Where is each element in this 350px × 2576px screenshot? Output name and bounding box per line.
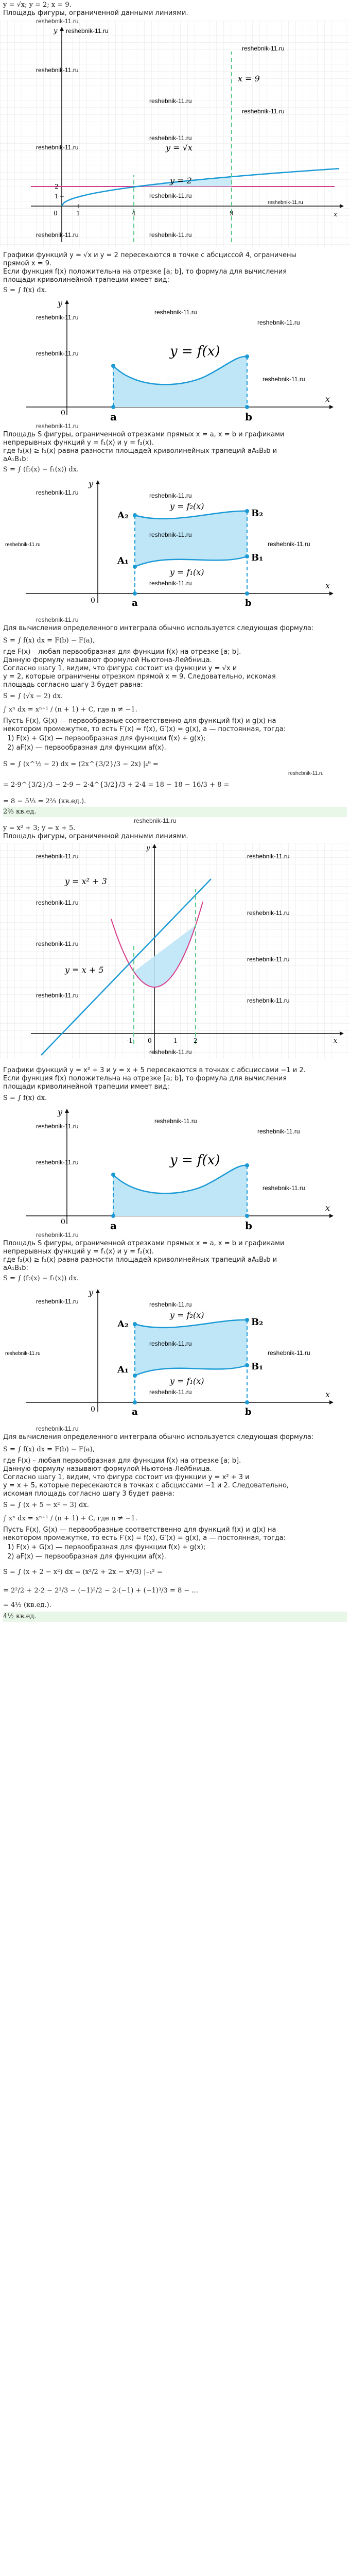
label-a: a — [110, 411, 117, 423]
svg-text:A₂: A₂ — [117, 510, 129, 521]
tick-4: 4 — [132, 210, 136, 217]
paragraph: aA₁B₁b: — [3, 1264, 28, 1272]
shaded-region — [135, 511, 247, 567]
formula: ∫ xⁿ dx = xⁿ⁺¹ / (n + 1) + C, где n ≠ −1. — [3, 1515, 137, 1522]
svg-text:y: y — [58, 298, 63, 308]
paragraph: непрерывных функций y = f₁(x) и y = f₂(x). — [3, 1248, 154, 1256]
x-label: x — [334, 211, 338, 218]
tick-9: 9 — [230, 210, 234, 217]
watermark: reshebnik-11.ru — [36, 616, 79, 623]
formula: S = ∫ f(x) dx = F(b) − F(a), — [3, 1446, 95, 1453]
watermark: reshebnik-11.ru — [149, 231, 192, 239]
graph-sqrt-x — [0, 21, 350, 247]
svg-text:0: 0 — [61, 409, 65, 417]
svg-text:reshebnik-11.ru: reshebnik-11.ru — [262, 376, 305, 383]
formula: S = ∫ (f₂(x) − f₁(x)) dx. — [3, 466, 79, 473]
svg-text:x: x — [325, 581, 330, 590]
svg-text:reshebnik-11.ru: reshebnik-11.ru — [36, 940, 79, 947]
svg-text:reshebnik-11.ru: reshebnik-11.ru — [36, 489, 79, 496]
label-sqrt: y = √x — [166, 143, 192, 152]
paragraph: Графики функций y = x² + 3 и y = x + 5 пересекаются в точках с абсциссами −1 и 2. — [3, 1066, 306, 1074]
watermark: reshebnik-11.ru — [242, 45, 285, 52]
svg-text:reshebnik-11.ru: reshebnik-11.ru — [5, 542, 41, 548]
paragraph: некотором промежутке, то есть F′(x) = f(x), G′(x) = g(x), a — постоянная, тогда: — [3, 1534, 286, 1542]
svg-text:reshebnik-11.ru: reshebnik-11.ru — [149, 1048, 192, 1056]
svg-text:b: b — [245, 1219, 252, 1232]
svg-text:reshebnik-11.ru: reshebnik-11.ru — [149, 1340, 192, 1347]
paragraph: aA₁B₁b: — [3, 455, 28, 463]
svg-text:B₁: B₁ — [251, 1361, 264, 1372]
formula: S = ∫ (x + 2 − x²) dx = (x²/2 + 2x − x³/3) |₋₁² = — [3, 1568, 163, 1576]
svg-text:reshebnik-11.ru: reshebnik-11.ru — [36, 853, 79, 860]
svg-text:0: 0 — [61, 1218, 65, 1226]
answer: 2⅔ кв.ед. — [3, 807, 347, 817]
watermark: reshebnik-11.ru — [36, 1425, 79, 1432]
paragraph: Площадь S фигуры, ограниченной отрезками прямых x = a, x = b и графиками — [3, 1240, 285, 1247]
svg-text:reshebnik-11.ru: reshebnik-11.ru — [36, 1123, 79, 1130]
formula: S = ∫ (x^½ − 2) dx = (2x^{3/2}/3 − 2x) |₄⁹ = — [3, 760, 159, 768]
formula: S = ∫ f(x) dx. — [3, 286, 47, 294]
paragraph: Данную формулу называют формулой Ньютона-Лейбница. — [3, 1465, 212, 1473]
paragraph: 1) F(x) + G(x) — первообразная для функции f(x) + g(x); — [7, 1544, 206, 1551]
paragraph: где F(x) – любая первообразная для функции f(x) на отрезке [a; b]. — [3, 648, 241, 656]
watermark: reshebnik-11.ru — [242, 108, 285, 115]
svg-text:reshebnik-11.ru: reshebnik-11.ru — [247, 853, 290, 860]
watermark: reshebnik-11.ru — [149, 97, 192, 105]
watermark: reshebnik-11.ru — [36, 422, 79, 430]
formula: = 2²/2 + 2·2 − 2³/3 − (−1)²/2 − 2·(−1) + (−1)³/3 = 8 − ... — [3, 1587, 198, 1595]
problem-task: Площадь фигуры, ограниченной данными линиями. — [3, 833, 188, 840]
svg-text:x: x — [325, 1203, 330, 1213]
paragraph: Пусть F(x), G(x) — первообразные соответственно для функций f(x) и g(x) на — [3, 717, 276, 725]
formula: = 2·9^{3/2}/3 − 2·9 − 2·4^{3/2}/3 + 2·4 = 18 − 18 − 16/3 + 8 = — [3, 781, 230, 789]
svg-text:b: b — [245, 1406, 252, 1417]
formula: S = ∫ (x + 5 − x² − 3) dx. — [3, 1501, 89, 1509]
svg-text:y: y — [146, 844, 150, 852]
watermark: reshebnik-11.ru — [36, 144, 79, 151]
paragraph: Если функция f(x) положительна на отрезке [a; b], то формула для вычисления — [3, 268, 287, 276]
watermark: reshebnik-11.ru — [36, 66, 79, 74]
svg-text:B₂: B₂ — [251, 508, 264, 519]
watermark: reshebnik-11.ru — [149, 192, 192, 199]
problem-header: y = √x; y = 2; x = 9. — [3, 1, 72, 9]
paragraph: площади криволинейной трапеции имеет вид: — [3, 1083, 170, 1091]
svg-text:y = x + 5: y = x + 5 — [65, 965, 104, 975]
svg-text:a: a — [110, 1219, 117, 1232]
svg-text:y = f₂(x): y = f₂(x) — [170, 501, 204, 511]
svg-text:y = f₁(x): y = f₁(x) — [170, 1376, 204, 1386]
graph-between-curves — [0, 479, 350, 613]
paragraph: y = 2, которые ограничены отрезком прямой x = 9. Следовательно, искомая — [3, 673, 276, 681]
watermark: reshebnik-11.ru — [134, 817, 177, 824]
label-y2: y = 2 — [170, 176, 192, 185]
svg-text:-1: -1 — [127, 1037, 133, 1044]
label-fx: y = f(x) — [170, 344, 220, 359]
svg-text:reshebnik-11.ru: reshebnik-11.ru — [36, 350, 79, 357]
problem-header: y = x² + 3; y = x + 5. — [3, 824, 76, 832]
svg-text:reshebnik-11.ru: reshebnik-11.ru — [247, 997, 290, 1004]
label-x9: x = 9 — [238, 74, 260, 83]
svg-text:2: 2 — [194, 1037, 198, 1044]
paragraph: Пусть F(x), G(x) — первообразные соответственно для функций f(x) и g(x) на — [3, 1526, 276, 1534]
svg-text:B₂: B₂ — [251, 1317, 264, 1328]
svg-text:x: x — [325, 394, 330, 404]
paragraph: 1) F(x) + G(x) — первообразная для функции f(x) + g(x); — [7, 735, 206, 742]
formula: ∫ xⁿ dx = xⁿ⁺¹ / (n + 1) + C, где n ≠ −1. — [3, 706, 137, 714]
svg-text:a: a — [132, 1406, 138, 1417]
svg-text:a: a — [132, 598, 138, 608]
watermark: reshebnik-11.ru — [149, 134, 192, 142]
tick-0: 0 — [54, 210, 58, 217]
graph-parabola-line — [0, 843, 350, 1059]
paragraph: y = x + 5, которые пересекаются в точках с абсциссами −1 и 2. Следовательно, — [3, 1482, 289, 1489]
svg-text:reshebnik-11.ru: reshebnik-11.ru — [268, 1349, 310, 1357]
tick-y2: 2 — [55, 183, 59, 190]
svg-text:A₂: A₂ — [117, 1319, 129, 1330]
svg-text:x: x — [325, 1389, 330, 1399]
svg-text:reshebnik-11.ru: reshebnik-11.ru — [36, 314, 79, 321]
svg-text:reshebnik-11.ru: reshebnik-11.ru — [257, 319, 300, 326]
formula: S = ∫ (√x − 2) dx. — [3, 692, 63, 700]
svg-text:y = f(x): y = f(x) — [170, 1153, 220, 1168]
svg-text:reshebnik-11.ru: reshebnik-11.ru — [154, 309, 197, 316]
graph-area-fx — [0, 1107, 350, 1232]
paragraph: площади криволинейной трапеции имеет вид: — [3, 276, 170, 284]
formula: S = ∫ f(x) dx. — [3, 1094, 47, 1102]
svg-text:0: 0 — [91, 597, 95, 605]
svg-text:x: x — [334, 1037, 338, 1045]
svg-text:y = x² + 3: y = x² + 3 — [65, 876, 107, 886]
svg-text:reshebnik-11.ru: reshebnik-11.ru — [36, 1298, 79, 1305]
svg-text:reshebnik-11.ru: reshebnik-11.ru — [154, 1117, 197, 1125]
watermark: reshebnik-11.ru — [66, 27, 109, 35]
svg-text:reshebnik-11.ru: reshebnik-11.ru — [247, 956, 290, 963]
watermark: reshebnik-11.ru — [288, 771, 324, 776]
paragraph: Данную формулу называют формулой Ньютона-Лейбница. — [3, 656, 212, 664]
svg-text:B₁: B₁ — [251, 552, 264, 563]
svg-text:reshebnik-11.ru: reshebnik-11.ru — [149, 1301, 192, 1308]
paragraph: площадь согласно шагу 3 будет равна: — [3, 681, 143, 689]
y-label: y — [54, 27, 58, 35]
paragraph: Согласно шагу 1, видим, что фигура состоит из функции y = √x и — [3, 665, 237, 672]
svg-text:b: b — [245, 598, 252, 608]
paragraph: Согласно шагу 1, видим, что фигура состоит из функции y = x² + 3 и — [3, 1473, 250, 1481]
svg-text:reshebnik-11.ru: reshebnik-11.ru — [36, 1159, 79, 1166]
paragraph: где f₂(x) ≥ f₁(x) равна разности площадей криволинейных трапеций aA₂B₂b и — [3, 1256, 277, 1264]
svg-text:reshebnik-11.ru: reshebnik-11.ru — [149, 1388, 192, 1396]
paragraph: непрерывных функций y = f₁(x) и y = f₂(x). — [3, 439, 154, 447]
svg-text:reshebnik-11.ru: reshebnik-11.ru — [262, 1184, 305, 1192]
paragraph: прямой x = 9. — [3, 260, 52, 267]
svg-text:reshebnik-11.ru: reshebnik-11.ru — [149, 531, 192, 538]
svg-text:y = f₂(x): y = f₂(x) — [170, 1310, 204, 1320]
svg-text:reshebnik-11.ru: reshebnik-11.ru — [5, 1351, 41, 1357]
problem-task: Площадь фигуры, ограниченной данными линиями. — [3, 9, 188, 17]
tick-1: 1 — [76, 210, 80, 217]
formula: S = ∫ (f₂(x) − f₁(x)) dx. — [3, 1275, 79, 1282]
paragraph: некотором промежутке, то есть F′(x) = f(x), G′(x) = g(x), a — постоянная, тогда: — [3, 725, 286, 733]
watermark: reshebnik-11.ru — [36, 1231, 79, 1239]
svg-text:y: y — [58, 1107, 63, 1117]
graph-between-curves — [0, 1288, 350, 1422]
paragraph: Если функция f(x) положительна на отрезке [a; b], то формула для вычисления — [3, 1075, 287, 1082]
paragraph: 2) aF(x) — первообразная для функции af(x). — [7, 744, 166, 752]
svg-text:0: 0 — [91, 1405, 95, 1414]
svg-text:1: 1 — [173, 1037, 178, 1044]
svg-text:reshebnik-11.ru: reshebnik-11.ru — [149, 492, 192, 499]
svg-text:A₁: A₁ — [117, 1364, 129, 1375]
svg-text:reshebnik-11.ru: reshebnik-11.ru — [36, 899, 79, 906]
watermark: reshebnik-11.ru — [268, 200, 303, 206]
svg-text:0: 0 — [148, 1037, 152, 1044]
paragraph: 2) aF(x) — первообразная для функции af(x). — [7, 1553, 166, 1561]
paragraph: Графики функций y = √x и y = 2 пересекаются в точке с абсциссой 4, ограничены — [3, 251, 296, 259]
formula: S = ∫ f(x) dx = F(b) − F(a), — [3, 637, 95, 645]
answer: 4½ кв.ед. — [3, 1612, 347, 1622]
watermark: reshebnik-11.ru — [36, 231, 79, 239]
svg-text:y = f₁(x): y = f₁(x) — [170, 567, 204, 577]
formula: = 4½ (кв.ед.). — [3, 1601, 51, 1609]
formula: = 8 − 5⅓ = 2⅔ (кв.ед.). — [3, 798, 86, 805]
svg-text:reshebnik-11.ru: reshebnik-11.ru — [149, 580, 192, 587]
paragraph: Для вычисления определенного интеграла обычно используется следующая формула: — [3, 1433, 314, 1441]
svg-text:reshebnik-11.ru: reshebnik-11.ru — [36, 992, 79, 999]
svg-text:y: y — [89, 479, 94, 488]
paragraph: где F(x) – любая первообразная для функции f(x) на отрезке [a; b]. — [3, 1457, 241, 1465]
tick-y1: 1 — [55, 193, 59, 200]
graph-area-fx — [0, 298, 350, 423]
label-b: b — [245, 411, 252, 423]
paragraph: где f₂(x) ≥ f₁(x) равна разности площадей криволинейных трапеций aA₂B₂b и — [3, 447, 277, 455]
svg-text:reshebnik-11.ru: reshebnik-11.ru — [268, 540, 310, 548]
svg-text:y: y — [89, 1287, 94, 1297]
svg-text:A₁: A₁ — [117, 555, 129, 566]
svg-text:reshebnik-11.ru: reshebnik-11.ru — [257, 1128, 300, 1135]
paragraph: Площадь S фигуры, ограниченной отрезками прямых x = a, x = b и графиками — [3, 431, 285, 438]
paragraph: искомая площадь согласно шагу 3 будет равна: — [3, 1490, 174, 1498]
paragraph: Для вычисления определенного интеграла обычно используется следующая формула: — [3, 624, 314, 632]
svg-text:reshebnik-11.ru: reshebnik-11.ru — [247, 909, 290, 917]
